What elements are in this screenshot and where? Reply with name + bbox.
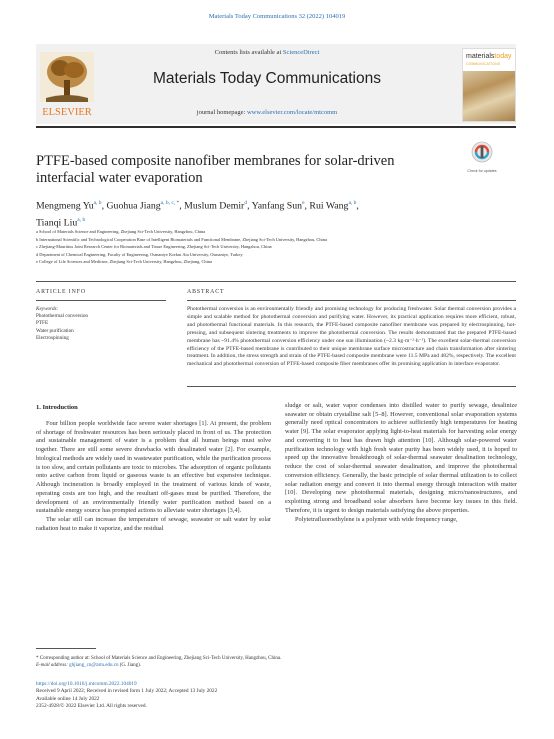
author-affiliation-sup[interactable]: e [302,200,305,206]
left-column [36,420,271,534]
author-name[interactable]: Yanfang Sun [251,200,303,212]
keywords-label: Keywords: [36,306,59,312]
homepage-link[interactable]: www.elsevier.com/locate/mtcomm [246,109,338,116]
publication-info [36,681,336,711]
contents-line [100,49,434,56]
affiliation-item: b International Scientific and Technological Cooperation Base of Intelligent Biomaterials and Functional Membrane, Zhejiang Sci-Tech University, Hangzhou, China [36,236,327,242]
keyword-item: Water purification [36,327,74,334]
crossmark-label: Check for updates [467,169,497,173]
cover-title-2: today [494,53,512,60]
footnote [36,655,366,670]
journal-title: Materials Today Communications [152,70,381,87]
author-affiliation-sup[interactable]: a, b, c, * [160,200,180,206]
cover-title-1: materials [466,53,495,60]
right-column [285,402,517,524]
copyright-line: 2352-4928/© 2022 Elsevier Ltd. All rights reserved. [36,703,147,710]
author-affiliation-sup[interactable]: a, b [77,217,86,224]
author-name[interactable]: Tianqi Liu [36,217,78,229]
author-name[interactable]: Guohua Jiang [106,200,161,212]
elsevier-logo[interactable] [36,48,98,120]
email-suffix: (G. Jiang). [118,663,141,669]
affiliation-item: a School of Materials Science and Engineering, Zhejiang Sci-Tech University, Hangzhou, China [36,229,206,234]
available-online: Available online 14 July 2022 [36,695,100,702]
check-for-updates-badge[interactable] [467,140,497,176]
affiliation-item: d Department of Chemical Engineering, Faculty of Engineering, Osmaniye Korkut Ata University, Osmaniye, Turkey [36,251,243,257]
article-info-rule [36,300,166,301]
elsevier-wordmark: ELSEVIER [42,107,92,118]
abstract-heading: ABSTRACT [187,289,225,295]
body-paragraph: sludge or salt, water vapor condenses into distilled water to purify sewage, desalinize seawater or obtain crystalline salt [5–8]. However, conventional solar evaporation systems generally need optical concentrators to achieve sufficiently high temperatures for heating water [9]. The solar evaporator applying light-to-heat materials for harvesting solar energy and converting it to heat has drawn high attention [10]. Although solar-powered water purification technology with high fresh water purity has been widely used, it is hoped to speed up the innovative breakthrough of solar-thermal seawater desalination technology, reduce the cost of solar-thermal seawater desalination, and improve the photothermal conversion efficiency. Generally, the basic principle of solar thermal utilization is to collect solar radiation energy and convert it into thermal energy through interaction with matter [10]. Developing new photothermal materials, designing micro/nanostructures, and exploiting strong and broadband solar absorbers have become key issues in this field. Therefore, it is urgent to design materials satisfying the above properties. [285,402,517,514]
email-link[interactable]: ghjiang_cn@zstu.edu.cn [69,663,119,669]
author-affiliation-sup[interactable]: d [244,200,248,206]
keyword-item: PTFE [36,320,49,327]
sciencedirect-link[interactable]: ScienceDirect [282,49,320,56]
homepage-line [100,109,434,116]
received-dates: Received 9 April 2022; Received in revised form 1 July 2022; Accepted 13 July 2022 [36,688,218,695]
body-paragraph: Polytetrafluoroethylene is a polymer with wide frequency range, [295,515,458,523]
affiliation-item: e College of Life Sciences and Medicine, Zhejiang Sci-Tech University, Hangzhou, Zhejiang, China [36,259,212,265]
keywords-block [36,306,166,342]
journal-reference[interactable]: Materials Today Communications 32 (2022) 104019 [208,13,346,20]
article-info-heading: ARTICLE INFO [36,289,86,295]
keyword-item: Electrospinning [36,334,69,341]
author-name[interactable]: Mengmeng Yu [36,200,94,212]
affiliation-item: c Zhejiang-Mauritius Joint Research Center for Biomaterials and Tissue Engineering, Zhejiang Sci-Tech University, Hangzhou, China [36,244,272,250]
homepage-prefix: journal homepage: [196,109,247,116]
header-rule [36,126,516,128]
section-divider [36,281,516,282]
article-title: PTFE-based composite nanofiber membranes for solar-driven interfacial water evaporation [36,153,395,186]
abstract-text: Photothermal conversion is an environmentally friendly and promising technology for producing freshwater. Solar thermal conversion provides a simple and scalable method for photothermal conversion and purifying water. However, its practical application requires more efficient, robust, and photothermal functional materials. In this research, the PTFE-based composite nanofiber membrane was prepared by electrospinning, hot-pressing, and subsequent sintering treatments to improve the photothermal conversion. The results demonstrated that the prepared PTFE-based membrane has ~91.4% photothermal conversion efficiency under one sun illumination (~2.3 kg·m⁻²·h⁻¹). The excellent solar-thermal conversion efficiency of the PTFE-based membrane is contributed to their unique membrane surface microstructure and chain transformation after sintering treatment. In addition, the stress strength and strain of the PTFE-based composite membrane were 11.5 MPa and 482%, respectively. The excellent mechanical and photothermal conversion of PTFE-based composite fiber membranes offer its promising application in interface evaporator. [187,306,516,368]
author-affiliation-sup[interactable]: a, b [348,200,357,206]
email-label: E-mail address: [36,663,70,669]
author-affiliation-sup[interactable]: a, b [93,200,102,206]
abstract-rule [187,300,516,301]
author-name[interactable]: Rui Wang [309,200,349,212]
affiliation-list [36,228,506,266]
elsevier-tree-icon [36,48,98,120]
journal-cover-image[interactable] [462,48,516,122]
author-name[interactable]: Muslum Demir [184,200,245,212]
cover-subtitle: COMMUNICATIONS [466,62,501,66]
abstract-end-rule [187,386,516,387]
doi-link[interactable]: https://doi.org/10.1016/j.mtcomm.2022.104019 [36,681,137,687]
body-paragraph: The solar still can increase the temperature of sewage, seawater or salt water by solar radiation heat to make it vaporize, and the residual [36,516,271,532]
author-list: Mengmeng Yu$^{a, b}$, Guohua Jiang$^{a, b, c, *}$, Muslum Demir$^d$, Yanfang Sun$^e$, Rui Wang$^{a, b}$, Tianqi Liu$^{a, b}$ [36,200,359,229]
section-heading-introduction: 1. Introduction [36,404,78,411]
corresponding-author-note: * Corresponding author at: School of Materials Science and Engineering, Zhejiang Sci-Tech University, Hangzhou, China. [36,656,282,661]
cover-artwork [463,71,515,121]
footnote-rule [36,648,96,649]
email-line [36,662,366,669]
contents-prefix: Contents lists available at [214,49,283,56]
keyword-item: Photothermal conversion [36,313,89,320]
crossmark-icon [467,140,497,164]
body-paragraph: Four billion people worldwide face severe water shortages [1]. At present, the problem of shortage of freshwater resources has been seriously placed in front of us. The protection and sustainable management of water is a problem that all human beings must solve together. There are still some severe drawbacks with desalinated water [2]. For example, biological methods are widely used in wastewater purification, while the purification process is too slow, and certain pollutants are toxic to microbes. The adsorption of organic pollutants onto active carbon from liquid or gaseous waste is an effective but expensive technique. Although incineration is broadly employed in the treatment of various kinds of waste, operating costs are too high, and the resultant off-gases must be purified. Therefore, the development of an environmentally friendly water purification method based on a sustainable energy source has prompted actions to alleviate water shortages [3,4]. [36,420,271,515]
